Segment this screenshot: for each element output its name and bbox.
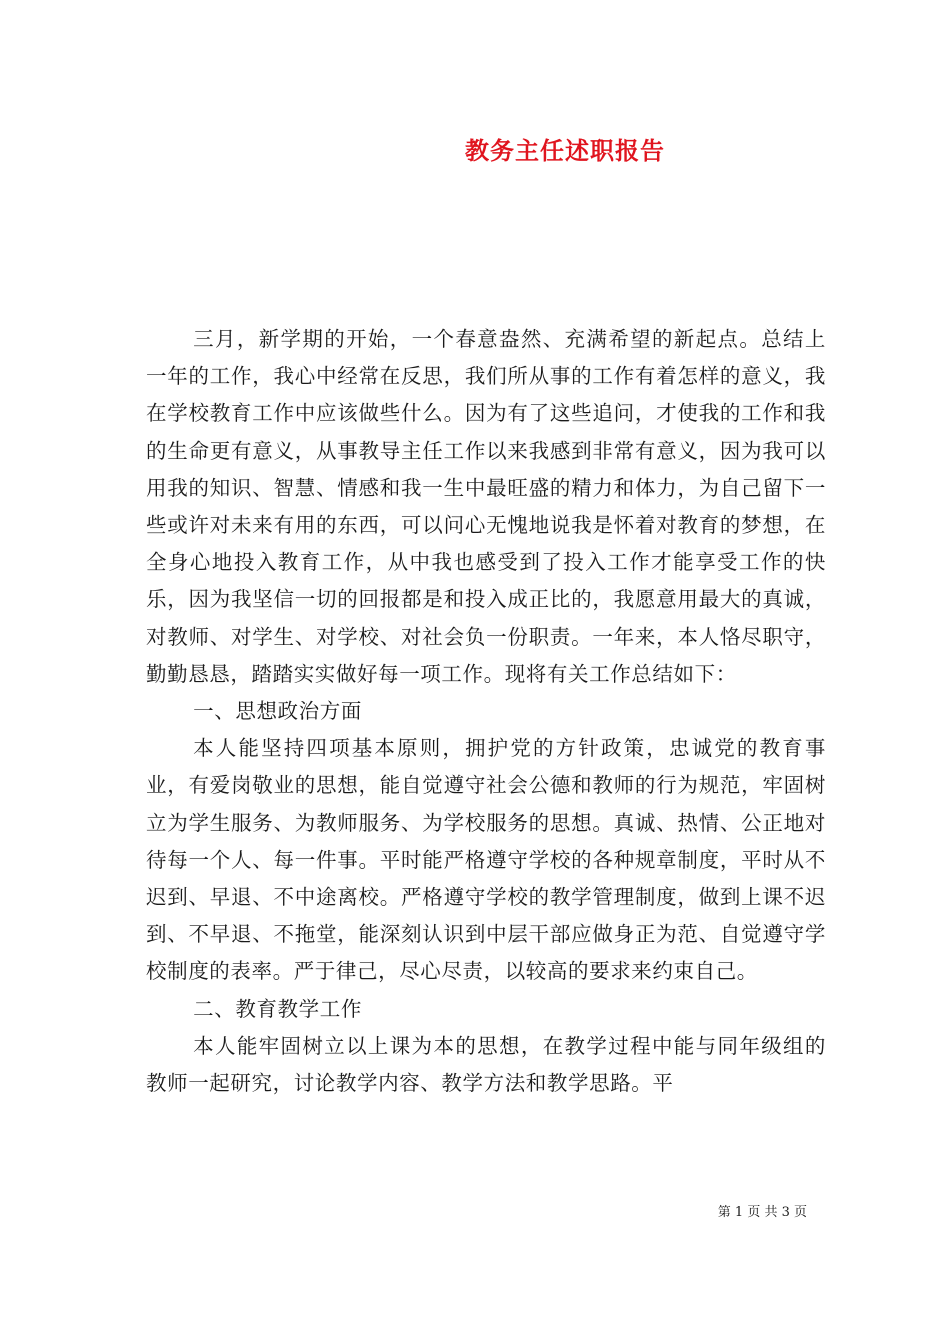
page-number-footer: 第 1 页 共 3 页 [717, 1205, 807, 1220]
section-heading-teaching: 二、教育教学工作 [193, 996, 362, 1021]
paragraph-intro: 三月，新学期的开始，一个春意盎然、充满希望的新起点。总结上一年的工作，我心中经常在反思，我们所从事的工作有着怎样的意义，我在学校教育工作中应该做些什么。因为有了这些追问，才使我的工作和我的生命更有意义，从事教导主任工作以来我感到非常有意义，因为我可以用我的知识、智慧、情感和我一生中最旺盛的精力和体力，为自己留下一些或许对未来有用的东西，可以问心无愧地说我是怀着对教育的梦想，在全身心地投入教育工作，从中我也感受到了投入工作才能享受工作的快乐，因为我坚信一切的回报都是和投入成正比的，我愿意用最大的真诚，对教师、对学生、对学校、对社会负一份职责。一年来，本人恪尽职守，勤勤恳恳，踏踏实实做好每一项工作。现将有关工作总结如下： [146, 327, 826, 686]
paragraph-political: 本人能坚持四项基本原则，拥护党的方针政策，忠诚党的教育事业，有爱岗敬业的思想，能自觉遵守社会公德和教师的行为规范，牢固树立为学生服务、为教师服务、为学校服务的思想。真诚、热情、公正地对待每一个人、每一件事。平时能严格遵守学校的各种规章制度，平时从不迟到、早退、不中途离校。严格遵守学校的教学管理制度，做到上课不迟到、不早退、不拖堂，能深刻认识到中层干部应做身正为范、自觉遵守学校制度的表率。严于律己，尽心尽责，以较高的要求来约束自己。 [146, 736, 826, 984]
page-title: 教务主任述职报告 [465, 136, 665, 165]
paragraph-teaching: 本人能牢固树立以上课为本的思想，在教学过程中能与同年级组的教师一起研究，讨论教学内容、教学方法和教学思路。平 [146, 1033, 826, 1096]
section-heading-political: 一、思想政治方面 [193, 699, 362, 724]
document-body [146, 321, 826, 1102]
